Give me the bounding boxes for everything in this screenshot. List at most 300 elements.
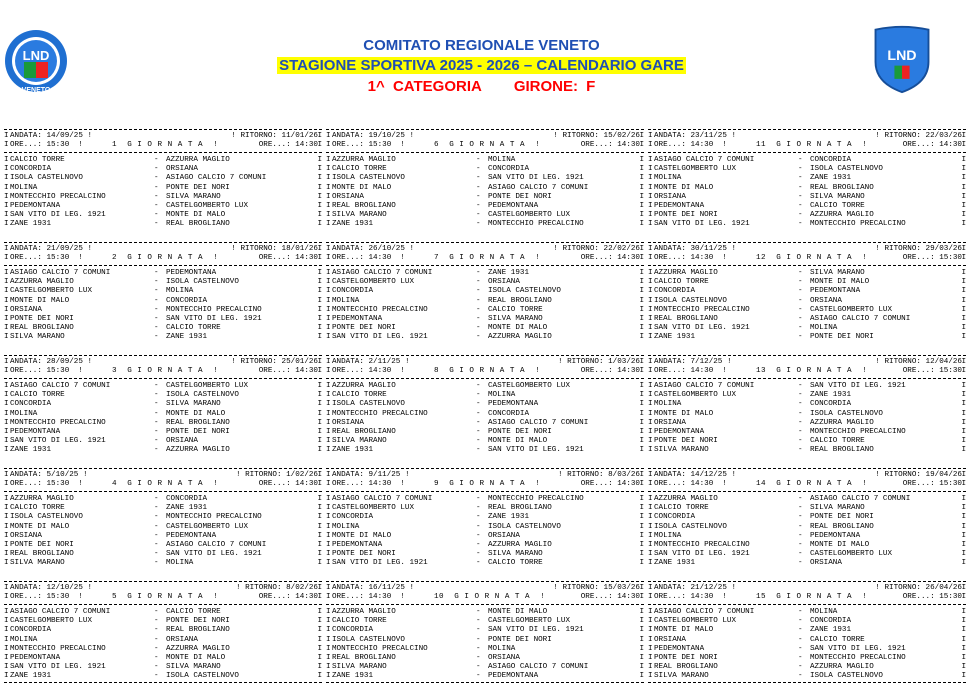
match-separator: -: [798, 558, 803, 567]
match-separator: -: [476, 445, 481, 454]
ore-ritorno: [903, 593, 962, 602]
row: [648, 471, 966, 480]
home-team: SAN VITO DI LEG. 1921: [654, 549, 750, 558]
match-separator: -: [476, 626, 481, 635]
bar-char: I: [639, 254, 644, 263]
home-team: CONCORDIA: [10, 165, 52, 174]
ore-andata-value: 14:30: [690, 367, 714, 376]
divider: [648, 152, 966, 153]
match-separator: -: [154, 653, 159, 662]
home-team: SILVA MARANO: [10, 332, 65, 341]
ore-andata: [332, 254, 405, 263]
match-separator: -: [798, 278, 803, 287]
bar-char: I: [961, 608, 966, 617]
away-team: AZZURRA MAGLIO: [810, 662, 874, 671]
ritorno-label: ! RITORNO:: [231, 358, 277, 366]
match-separator: -: [476, 332, 481, 341]
bar-char: I: [317, 192, 322, 201]
bar-char: I: [961, 287, 966, 296]
bar-char: I: [4, 382, 9, 391]
home-team: ORSIANA: [332, 192, 364, 201]
bar-char: I: [317, 210, 322, 219]
ore-andata: [332, 141, 405, 150]
match-separator: -: [154, 210, 159, 219]
ore-ritorno: [259, 480, 318, 489]
bar-char: I: [961, 436, 966, 445]
away-team: PEDEMONTANA: [810, 287, 861, 296]
round-block: [648, 354, 969, 464]
match-separator: -: [154, 278, 159, 287]
bar-char: I: [639, 409, 644, 418]
match-separator: -: [476, 391, 481, 400]
match-separator: -: [798, 332, 803, 341]
match-row: [4, 437, 322, 446]
round-block: [648, 580, 969, 690]
andata-label: ANDATA:: [10, 358, 42, 366]
bar-char: I: [326, 662, 331, 671]
ore-label: ORE...:: [580, 141, 613, 150]
bar-char: I: [4, 174, 9, 183]
andata-date: [332, 584, 414, 593]
match-separator: -: [476, 305, 481, 314]
giornata-label: G I O R N A T A: [127, 254, 204, 263]
bang: !: [78, 141, 83, 150]
bang: !: [535, 367, 541, 376]
match-row: [326, 269, 644, 278]
bar-char: I: [961, 653, 966, 662]
bar-char: I: [639, 192, 644, 201]
bar-char: I: [317, 156, 322, 165]
away-team: ORSIANA: [166, 635, 198, 644]
match-row: [648, 165, 966, 174]
andata-date: [332, 358, 410, 367]
match-row: [4, 156, 322, 165]
bar-char: I: [4, 287, 9, 296]
bar-char: I: [648, 644, 653, 653]
row: [648, 367, 966, 376]
bar-char: I: [639, 513, 644, 522]
ritorno-label: ! RITORNO:: [875, 245, 921, 253]
bar-char: I: [648, 531, 653, 540]
away-team: CALCIO TORRE: [810, 436, 865, 445]
bar-char: I: [648, 332, 653, 341]
bar-char: I: [4, 635, 9, 644]
match-separator: -: [798, 662, 803, 671]
divider: [326, 581, 644, 582]
bar-char: I: [326, 358, 331, 366]
bar-char: I: [326, 183, 331, 192]
away-team: ASIAGO CALCIO 7 COMUNI: [488, 662, 589, 671]
bar-char: I: [4, 409, 9, 418]
match-row: [4, 663, 322, 672]
bang: !: [722, 367, 727, 376]
ore-label: ORE...:: [332, 593, 364, 602]
home-team: REAL BROGLIANO: [654, 314, 718, 323]
bar-char: I: [961, 549, 966, 558]
match-row: [4, 541, 322, 550]
match-separator: -: [154, 608, 159, 617]
round-block: [648, 128, 969, 238]
home-team: REAL BROGLIANO: [332, 427, 396, 436]
match-separator: -: [476, 219, 481, 228]
bang: !: [409, 584, 415, 592]
bang: !: [535, 254, 541, 263]
bar-char: I: [961, 471, 966, 479]
row: [326, 358, 644, 367]
andata-label: ANDATA:: [10, 245, 42, 253]
bar-char: I: [317, 531, 322, 540]
match-separator: -: [798, 409, 803, 418]
match-separator: -: [798, 617, 803, 626]
divider: [326, 265, 644, 266]
giornata: [112, 593, 218, 602]
home-team: MONTE DI MALO: [654, 626, 714, 635]
away-team: CASTELGOMBERTO LUX: [166, 522, 249, 531]
away-team: MONTE DI MALO: [166, 653, 226, 662]
away-team: ISOLA CASTELNOVO: [810, 409, 883, 418]
bar-char: I: [317, 593, 322, 602]
away-team: CONCORDIA: [810, 617, 852, 626]
home-team: SAN VITO DI LEG. 1921: [654, 219, 750, 228]
match-row: [4, 220, 322, 229]
away-team: AZZURRA MAGLIO: [488, 540, 552, 549]
match-row: [4, 184, 322, 193]
giornata-number: 6: [434, 141, 440, 150]
match-row: [326, 541, 644, 550]
match-row: [648, 278, 966, 287]
bar-char: I: [326, 584, 331, 592]
page-title: COMITATO REGIONALE VENETO: [363, 37, 600, 54]
ore-andata-value: 15:30: [46, 593, 70, 602]
divider: [326, 604, 644, 605]
bar-char: I: [639, 522, 644, 531]
round-block: [326, 128, 647, 238]
ore-label: ORE...:: [10, 367, 42, 376]
home-team: ZANE 1931: [10, 671, 52, 680]
home-team: MONTE DI MALO: [10, 296, 70, 305]
bar-char: I: [961, 418, 966, 427]
bar-char: I: [317, 653, 322, 662]
match-row: [326, 315, 644, 324]
bar-char: I: [317, 296, 322, 305]
bar-char: I: [317, 358, 322, 366]
andata-value: 7/12/25: [690, 358, 723, 366]
ritorno-date: [236, 584, 318, 593]
home-team: CASTELGOMBERTO LUX: [10, 287, 93, 296]
andata-date: [10, 584, 92, 593]
andata-value: 19/10/25: [368, 132, 405, 140]
home-team: ISOLA CASTELNOVO: [332, 174, 405, 183]
bar-char: I: [326, 323, 331, 332]
away-team: SILVA MARANO: [810, 504, 865, 513]
match-row: [4, 306, 322, 315]
row: [4, 480, 322, 489]
match-row: [326, 202, 644, 211]
bang: !: [87, 584, 93, 592]
match-separator: -: [476, 192, 481, 201]
match-separator: -: [798, 269, 803, 278]
bar-char: I: [961, 626, 966, 635]
match-separator: -: [476, 531, 481, 540]
away-team: PONTE DEI NORI: [488, 427, 552, 436]
home-team: SAN VITO DI LEG. 1921: [10, 662, 106, 671]
ritorno-date: [231, 358, 318, 367]
bar-char: I: [648, 558, 653, 567]
match-separator: -: [154, 332, 159, 341]
bar-char: I: [326, 644, 331, 653]
match-separator: -: [798, 156, 803, 165]
match-row: [326, 532, 644, 541]
giornata-number: 14: [756, 480, 767, 489]
bang: !: [87, 358, 93, 366]
ritorno-date: [558, 471, 640, 480]
home-team: SILVA MARANO: [332, 436, 387, 445]
bar-char: I: [648, 132, 653, 140]
bar-char: I: [4, 305, 9, 314]
home-team: MONTE DI MALO: [654, 409, 714, 418]
bar-char: I: [4, 254, 9, 263]
match-row: [4, 617, 322, 626]
match-separator: -: [476, 540, 481, 549]
match-separator: -: [798, 522, 803, 531]
bar-char: I: [639, 445, 644, 454]
home-team: ASIAGO CALCIO 7 COMUNI: [332, 495, 433, 504]
bar-char: I: [317, 617, 322, 626]
divider: [326, 468, 644, 469]
home-team: ASIAGO CALCIO 7 COMUNI: [10, 608, 111, 617]
home-team: ZANE 1931: [332, 671, 374, 680]
bar-char: I: [317, 409, 322, 418]
bar-char: I: [317, 201, 322, 210]
away-team: REAL BROGLIANO: [810, 183, 874, 192]
away-team: ISOLA CASTELNOVO: [810, 671, 883, 680]
match-row: [326, 636, 644, 645]
ore-andata: [654, 367, 727, 376]
match-row: [4, 419, 322, 428]
row: [4, 367, 322, 376]
match-separator: -: [798, 174, 803, 183]
home-team: PEDEMONTANA: [332, 314, 383, 323]
bar-char: I: [961, 367, 966, 376]
andata-value: 28/09/25: [46, 358, 83, 366]
bar-char: I: [648, 540, 653, 549]
bar-char: I: [326, 367, 331, 376]
bar-char: I: [4, 165, 9, 174]
match-row: [648, 315, 966, 324]
bar-char: I: [326, 504, 331, 513]
match-separator: -: [154, 504, 159, 513]
bar-char: I: [326, 608, 331, 617]
home-team: ASIAGO CALCIO 7 COMUNI: [10, 382, 111, 391]
round-block: [326, 467, 647, 577]
divider: [326, 355, 644, 356]
match-separator: -: [798, 513, 803, 522]
divider: [648, 468, 966, 469]
away-team: ZANE 1931: [810, 391, 852, 400]
ore-andata: [654, 254, 727, 263]
bar-char: I: [961, 522, 966, 531]
match-row: [4, 654, 322, 663]
home-team: ORSIANA: [654, 418, 686, 427]
match-separator: -: [476, 436, 481, 445]
home-team: MOLINA: [332, 296, 360, 305]
home-team: ORSIANA: [654, 192, 686, 201]
match-row: [326, 410, 644, 419]
ore-andata-value: 14:30: [690, 593, 714, 602]
bar-char: I: [648, 245, 653, 253]
bar-char: I: [648, 671, 653, 680]
match-row: [648, 437, 966, 446]
away-team: REAL BROGLIANO: [810, 445, 874, 454]
giornata-label: G I O R N A T A: [449, 141, 526, 150]
bang: !: [400, 593, 405, 602]
away-team: ZANE 1931: [488, 513, 530, 522]
bar-char: I: [4, 210, 9, 219]
bar-char: I: [961, 332, 966, 341]
bang: !: [404, 358, 410, 366]
match-separator: -: [798, 287, 803, 296]
ritorno-date: [875, 471, 962, 480]
away-team: PONTE DEI NORI: [488, 192, 552, 201]
bar-char: I: [648, 471, 653, 479]
giornata: [756, 367, 867, 376]
andata-value: 5/10/25: [46, 471, 79, 479]
away-team: SAN VITO DI LEG. 1921: [488, 626, 584, 635]
match-separator: -: [798, 210, 803, 219]
match-row: [4, 324, 322, 333]
match-separator: -: [154, 671, 159, 680]
away-team: SAN VITO DI LEG. 1921: [810, 382, 906, 391]
bar-char: I: [961, 305, 966, 314]
home-team: CONCORDIA: [332, 626, 374, 635]
match-row: [326, 645, 644, 654]
ritorno-label: ! RITORNO:: [875, 584, 921, 592]
bar-char: I: [326, 382, 331, 391]
home-team: ZANE 1931: [332, 445, 374, 454]
ritorno-label: ! RITORNO:: [557, 471, 604, 479]
match-separator: -: [798, 549, 803, 558]
away-team: PONTE DEI NORI: [810, 332, 874, 341]
round-block: [648, 241, 969, 351]
giornata-label: G I O R N A T A: [454, 593, 531, 602]
match-row: [326, 419, 644, 428]
bar-char: I: [961, 132, 966, 140]
bang: !: [862, 141, 868, 150]
andata-date: [332, 132, 414, 141]
divider: [4, 604, 322, 605]
bar-char: I: [326, 436, 331, 445]
match-row: [648, 193, 966, 202]
bar-char: I: [317, 269, 322, 278]
home-team: PEDEMONTANA: [654, 644, 705, 653]
away-team: MONTECCHIO PRECALCINO: [166, 513, 262, 522]
ritorno-value: 25/01/26: [281, 358, 318, 366]
home-team: ASIAGO CALCIO 7 COMUNI: [10, 269, 111, 278]
divider: [648, 491, 966, 492]
match-separator: -: [154, 305, 159, 314]
ore-label: ORE...:: [902, 593, 935, 602]
giornata: [112, 141, 218, 150]
bar-char: I: [4, 513, 9, 522]
match-row: [648, 513, 966, 522]
bar-char: I: [326, 635, 331, 644]
home-team: CASTELGOMBERTO LUX: [654, 391, 737, 400]
ore-andata: [654, 141, 727, 150]
away-team: MOLINA: [166, 287, 194, 296]
home-team: CALCIO TORRE: [654, 278, 709, 287]
away-team: ORSIANA: [488, 278, 520, 287]
bar-char: I: [648, 427, 653, 436]
bar-char: I: [4, 201, 9, 210]
away-team: MONTECCHIO PRECALCINO: [810, 219, 906, 228]
ore-andata-value: 15:30: [46, 141, 70, 150]
andata-label: ANDATA:: [10, 471, 42, 479]
bar-char: I: [648, 635, 653, 644]
bar-char: I: [961, 558, 966, 567]
andata-label: ANDATA:: [332, 358, 364, 366]
bar-char: I: [4, 418, 9, 427]
match-separator: -: [798, 400, 803, 409]
ritorno-value: 8/03/26: [608, 471, 640, 479]
match-row: [4, 278, 322, 287]
ore-ritorno: [581, 480, 640, 489]
andata-label: ANDATA:: [654, 132, 686, 140]
away-team: REAL BROGLIANO: [166, 418, 230, 427]
home-team: SILVA MARANO: [10, 558, 65, 567]
row: [326, 367, 644, 376]
away-team: MONTECCHIO PRECALCINO: [166, 305, 262, 314]
row: [326, 132, 644, 141]
away-team: PEDEMONTANA: [488, 671, 539, 680]
match-separator: -: [798, 183, 803, 192]
away-team: ASIAGO CALCIO 7 COMUNI: [810, 314, 911, 323]
away-team: REAL BROGLIANO: [166, 219, 230, 228]
away-team: CONCORDIA: [810, 400, 852, 409]
match-row: [648, 287, 966, 296]
andata-date: [10, 358, 92, 367]
away-team: SILVA MARANO: [166, 400, 221, 409]
away-team: CASTELGOMBERTO LUX: [810, 305, 893, 314]
match-row: [326, 324, 644, 333]
home-team: PEDEMONTANA: [332, 540, 383, 549]
andata-value: 30/11/25: [690, 245, 727, 253]
match-separator: -: [476, 418, 481, 427]
ritorno-label: ! RITORNO:: [231, 132, 277, 140]
bar-char: I: [317, 305, 322, 314]
match-separator: -: [154, 269, 159, 278]
giornata: [434, 480, 540, 489]
andata-label: ANDATA:: [10, 132, 42, 140]
bar-char: I: [4, 436, 9, 445]
match-row: [648, 297, 966, 306]
bar-char: I: [326, 141, 331, 150]
home-team: AZZURRA MAGLIO: [654, 269, 718, 278]
ore-andata-value: 14:30: [368, 593, 392, 602]
bang: !: [87, 132, 93, 140]
bar-char: I: [317, 445, 322, 454]
home-team: SILVA MARANO: [654, 445, 709, 454]
bar-char: I: [317, 549, 322, 558]
match-row: [648, 654, 966, 663]
match-separator: -: [476, 427, 481, 436]
match-row: [648, 550, 966, 559]
match-separator: -: [798, 495, 803, 504]
bar-char: I: [4, 531, 9, 540]
bar-char: I: [961, 409, 966, 418]
bar-char: I: [317, 132, 322, 140]
bar-char: I: [648, 584, 653, 592]
bar-char: I: [326, 210, 331, 219]
